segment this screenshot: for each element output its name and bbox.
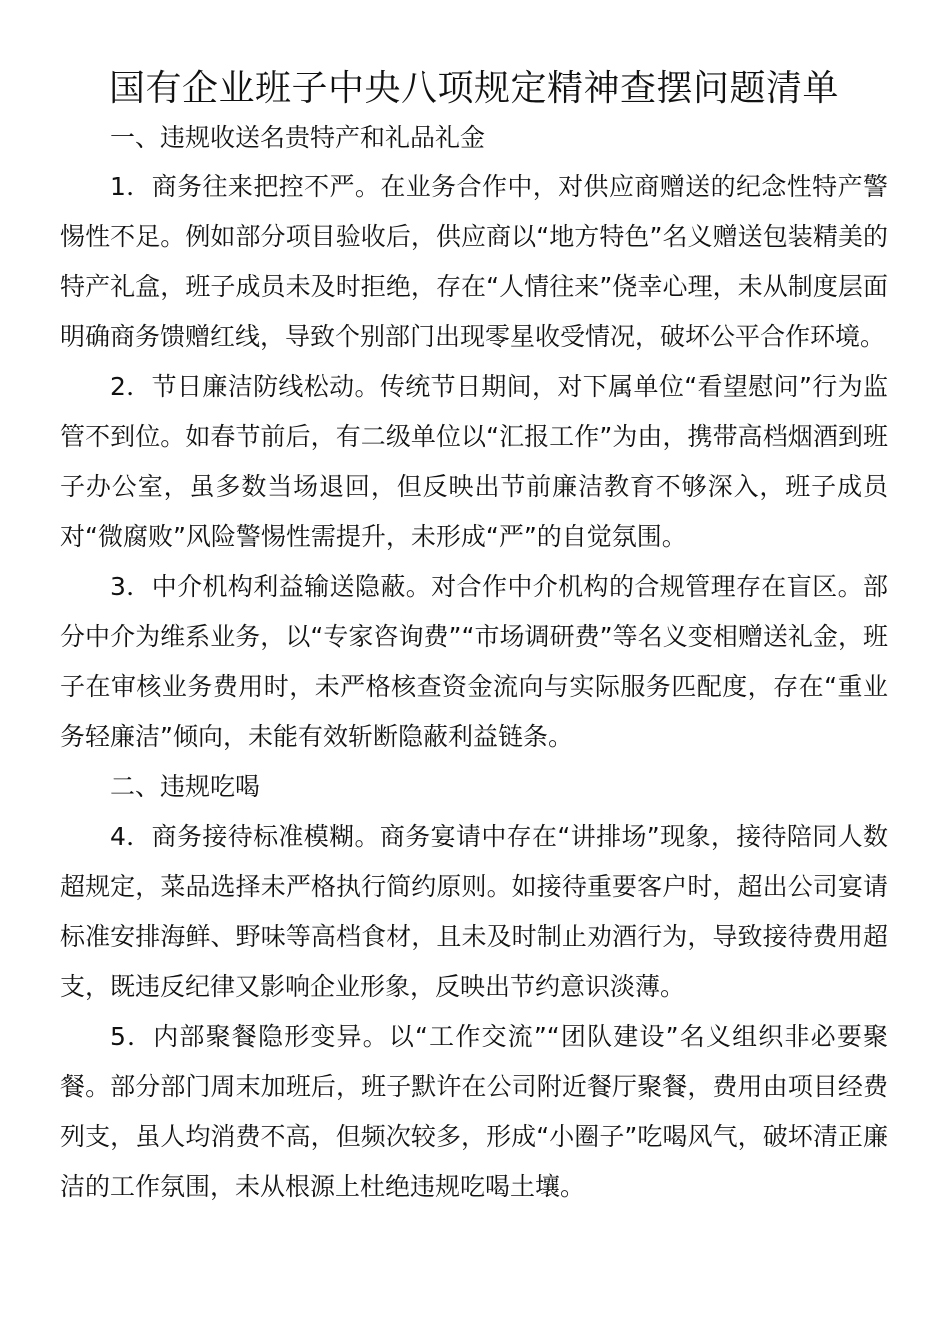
section-heading-2: 二、违规吃喝 [110,772,261,801]
section-heading-1: 一、违规收送名贵特产和礼品礼金 [110,123,486,152]
document-title: 国有企业班子中央八项规定精神查摆问题清单 [108,68,839,109]
paragraph-item-5: 5．内部聚餐隐形变异。以“工作交流”“团队建设”名义组织非必要聚餐。部分部门周末加班后，班子默许在公司附近餐厅聚餐，费用由项目经费列支，虽人均消费不高，但频次较多，形成“小圈子”吃喝风气，破坏清正廉洁的工作氛围，未从根源上杜绝违规吃喝土壤。 [60,1022,888,1201]
paragraph-item-4: 4．商务接待标准模糊。商务宴请中存在“讲排场”现象，接待陪同人数超规定，菜品选择未严格执行简约原则。如接待重要客户时，超出公司宴请标准安排海鲜、野味等高档食材，且未及时制止劝酒行为，导致接待费用超支，既违反纪律又影响企业形象，反映出节约意识淡薄。 [60,822,888,1001]
paragraph-item-2: 2．节日廉洁防线松动。传统节日期间，对下属单位“看望慰问”行为监管不到位。如春节前后，有二级单位以“汇报工作”为由，携带高档烟酒到班子办公室，虽多数当场退回，但反映出节前廉洁教育不够深入，班子成员对“微腐败”风险警惕性需提升，未形成“严”的自觉氛围。 [60,372,888,551]
paragraph-item-3: 3．中介机构利益输送隐蔽。对合作中介机构的合规管理存在盲区。部分中介为维系业务，以“专家咨询费”“市场调研费”等名义变相赠送礼金，班子在审核业务费用时，未严格核查资金流向与实际服务匹配度，存在“重业务轻廉洁”倾向，未能有效斩断隐蔽利益链条。 [60,572,888,751]
paragraph-item-1: 1．商务往来把控不严。在业务合作中，对供应商赠送的纪念性特产警惕性不足。例如部分项目验收后，供应商以“地方特色”名义赠送包装精美的特产礼盒，班子成员未及时拒绝，存在“人情往来”侥幸心理，未从制度层面明确商务馈赠红线，导致个别部门出现零星收受情况，破坏公平合作环境。 [60,172,888,351]
